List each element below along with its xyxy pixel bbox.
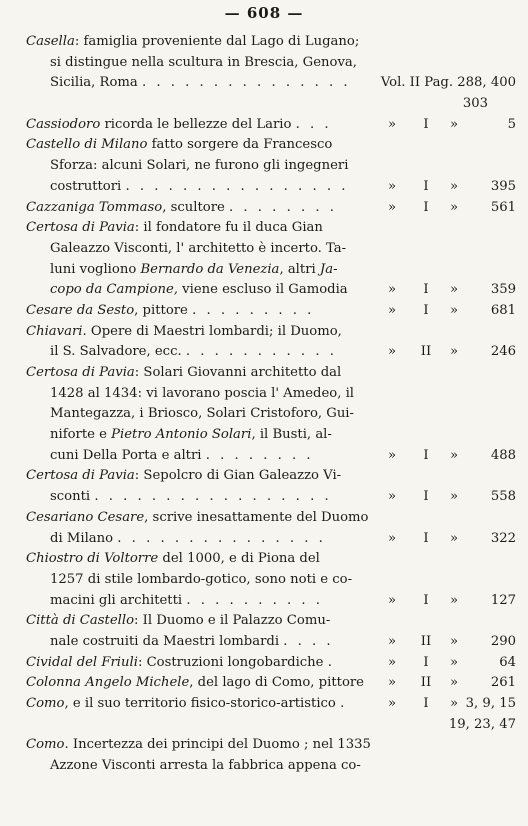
page-reference: 3, 9, 15 [465,696,516,711]
entry-line [26,694,516,715]
entry-italic-text: Cassiodoro [26,116,101,132]
ditto-mark: » [387,489,397,505]
entry-italic-text: Casella [26,34,75,49]
volume-page-reference [382,115,516,136]
entry-line [26,735,516,756]
entry-line [26,611,516,632]
entry-text: : Solari Giovanni architetto dal [134,365,342,380]
entry-line [26,673,516,694]
index-entry [26,694,516,735]
entry-italic-text: Certosa di Pavia [26,220,135,236]
index-entry [26,301,516,322]
volume-page-reference [382,591,516,612]
volume-page-reference [382,177,516,198]
leader-dots: . . . [295,116,332,132]
entry-line [26,446,516,467]
entry-text: , scrive inesattamente del Duomo [144,509,369,525]
entry-text: : Sepolcro di Gian Galeazzo Vi- [134,468,342,484]
volume-number: II [420,675,432,691]
entry-italic-text: Como [26,737,65,753]
entry-text: Galeazzo Visconti, l' architetto è incerto. Ta- [50,240,347,256]
volume-number: I [423,654,429,670]
ditto-mark: » [387,592,397,608]
ditto-mark: » [387,344,397,360]
entry-line [26,529,516,550]
index-entry [26,466,516,507]
entry-line [26,156,516,177]
entry-line [26,591,516,612]
page-reference: 290 [490,633,516,649]
entry-text: viene escluso il Gamodia [177,282,348,298]
entry-italic-text: copo da Campione, [50,282,178,298]
entry-text: , del lago di Como, pittore [189,675,364,691]
index-entry [26,32,516,115]
entry-italic-text: Città di Castello [26,613,135,629]
index-entry [26,508,516,549]
entry-line [26,73,516,94]
entry-line [26,653,516,674]
page-reference: 19, 23, 47 [448,716,516,732]
volume-page-reference [382,653,516,674]
ditto-mark: » [449,654,459,670]
ditto-mark: » [449,592,459,608]
entry-text: 1428 al 1434: vi lavorano poscia l' Amedeo, il [50,385,355,401]
ditto-mark: » [449,199,459,215]
leader-dots: . . . . [283,633,334,649]
volume-number: I [423,178,429,194]
entry-italic-text: Cazzaniga Tommaso [26,199,163,215]
entry-line [26,218,516,239]
entry-line [26,487,516,508]
entry-line [26,32,516,53]
volume-number: I [423,116,429,132]
entry-text: : famiglia proveniente dal Lago di Lugano; [74,34,360,49]
index-entry [26,135,516,197]
ditto-mark: » [387,633,397,649]
entry-text: Azzone Visconti arresta la fabbrica appena co- [50,758,361,774]
entry-line [26,508,516,529]
entry-text: : il fondatore fu il duca Gian [134,220,323,236]
ditto-mark: » [449,489,459,505]
page-reference: 558 [490,489,516,505]
entry-line [26,466,516,487]
volume-number: I [423,592,429,608]
ditto-mark: » [387,696,397,711]
volume-number: I [423,447,429,463]
entry-italic-text: Pietro Antonio Solari [111,427,252,443]
leader-dots: . . . . . . . . [205,447,314,463]
entry-italic-text: Bernardo da Venezia [140,261,280,277]
entry-italic-text: Colonna Angelo Michele [26,675,190,691]
entry-italic-text: Certosa di Pavia [26,468,135,484]
ditto-mark: » [449,675,459,691]
page-reference: 261 [490,675,516,691]
entry-text: luni vogliono [50,261,141,277]
page-reference: 488 [490,447,516,463]
ditto-mark: » [449,447,459,463]
page-reference: 322 [490,530,516,546]
entry-italic-text: Cividal del Friuli [26,654,138,670]
leader-dots: . . . . . . . . . . [186,592,323,608]
entry-text: , altri [279,261,320,277]
volume-number: I [423,302,429,318]
leader-dots: . . . . . . . . [229,199,337,215]
entry-line [26,756,516,777]
entry-line [26,115,516,136]
entry-text: cuni Della Porta e altri [50,447,202,463]
volume-number: I [423,282,429,298]
index-entry [26,198,516,219]
ditto-mark: » [387,675,397,691]
entry-text: nale costruiti da Maestri lombardi [50,633,280,649]
entry-text: di Milano [50,530,114,546]
index-entry [26,363,516,466]
volume-number: I [423,696,429,711]
ditto-mark: » [449,282,459,298]
leader-dots: . [340,696,348,711]
entry-line [26,425,516,446]
entry-italic-text: Cesariano Cesare [26,509,145,525]
volume-page-reference [382,342,516,363]
volume-page-reference [382,280,516,301]
entry-text: Sicilia, Roma [50,75,138,91]
entry-text: si distingue nella scultura in Brescia, Genova, [50,54,357,70]
entry-text: del 1000, e di Piona del [158,551,320,567]
entry-text: il S. Salvadore, ecc. [50,344,182,360]
leader-dots: . . . . . . . . . . . . . . . . . [94,489,332,505]
volume-page-reference [382,446,516,467]
continued-page-reference [26,715,516,736]
entry-line [26,177,516,198]
ditto-mark: » [387,447,397,463]
entry-text: , pittore [134,302,188,318]
index-entry [26,735,516,776]
entry-line [26,301,516,322]
index-entry [26,673,516,694]
volume-number: I [423,489,429,505]
leader-dots: . . . . . . . . . . . . . . . [117,530,326,546]
entry-text: : Costruzioni longobardiche [137,654,324,670]
ditto-mark: » [387,302,397,318]
ditto-mark: » [449,344,459,360]
volume-page-reference [382,632,516,653]
volume-page-reference [382,487,516,508]
volume-page-reference [382,673,516,694]
entry-line [26,198,516,219]
ditto-mark: » [387,282,397,298]
ditto-mark: » [449,302,459,318]
entry-line [26,53,516,74]
ditto-mark: » [387,199,397,215]
page-reference: 681 [490,302,516,318]
page-reference: 359 [490,282,516,298]
entry-text: , e il suo territorio fisico-storico-artistico [64,696,336,711]
entry-text: Mantegazza, i Briosco, Solari Cristoforo, Gui- [50,406,354,422]
volume-number: I [423,530,429,546]
entry-text: costruttori [50,178,122,194]
entry-italic-text: Cesare da Sesto [26,302,135,318]
entry-line [26,342,516,363]
entry-line [26,239,516,260]
entry-text: macini gli architetti [50,592,183,608]
leader-dots: . . . . . . . . . . . . . . . . [125,178,349,194]
entry-text: . Incertezza dei principi del Duomo ; nel 1335 [64,737,371,753]
entry-text: fatto sorgere da Francesco [147,137,333,153]
ditto-mark: » [449,178,459,194]
ditto-mark: » [387,530,397,546]
index-entry [26,322,516,363]
leader-dots: . . . . . . . . . . . [185,344,337,360]
entry-line [26,549,516,570]
index-entry [26,653,516,674]
entry-text: , il Busti, al- [251,427,332,443]
entry-italic-text: Chiostro di Voltorre [26,551,159,567]
ditto-mark: » [387,178,397,194]
volume-number: II [420,633,432,649]
entry-line [26,570,516,591]
ditto-mark: » [449,116,459,132]
volume-page-reference: Vol. II Pag. 288, 400 [380,75,516,91]
ditto-mark: » [387,116,397,132]
page-reference: 561 [490,199,516,215]
entry-text: sconti [50,489,91,505]
entry-line [26,404,516,425]
volume-page-reference [382,694,516,715]
index-entries [26,32,516,777]
entry-italic-text: Certosa di Pavia [26,365,135,380]
entry-line [26,135,516,156]
entry-text: , scultore [162,199,225,215]
leader-dots: . . . . . . . . . . . . . . . [141,75,351,91]
ditto-mark: » [449,530,459,546]
continued-page-reference [26,94,516,115]
entry-line [26,260,516,281]
entry-italic-text: Chiavari [26,323,83,339]
page-reference: 246 [490,344,516,360]
ditto-mark: » [387,654,397,670]
ditto-mark: » [449,696,459,711]
entry-text: 1257 di stile lombardo-gotico, sono noti e co- [50,571,353,587]
page-number: — 608 — [224,4,304,22]
entry-italic-text: Ja- [319,261,338,277]
volume-page-reference [382,529,516,550]
volume-number: II [420,344,432,360]
volume-page-reference [382,198,516,219]
entry-line [26,632,516,653]
entry-line [26,322,516,343]
leader-dots: . . . . . . . . . [192,302,315,318]
entry-line [26,384,516,405]
index-entry [26,218,516,301]
entry-text: . Opere di Maestri lombardi; il Duomo, [82,323,342,339]
entry-text: : Il Duomo e il Palazzo Comu- [134,613,331,629]
page-reference: 5 [507,116,516,132]
entry-text: ricorda le bellezze del Lario [100,116,292,132]
index-entry [26,549,516,611]
entry-italic-text: Castello di Milano [26,137,148,153]
volume-page-reference [382,301,516,322]
index-entry [26,611,516,652]
ditto-mark: » [449,633,459,649]
page-reference: 64 [499,654,516,670]
entry-text: Sforza: alcuni Solari, ne furono gli ingegneri [50,158,349,174]
index-entry [26,115,516,136]
volume-number: I [423,199,429,215]
entry-italic-text: Como [26,696,65,711]
page-reference: 303 [462,96,488,112]
leader-dots: . [327,654,335,670]
page-reference: 127 [490,592,516,608]
page-reference: 395 [490,178,516,194]
entry-text: niforte e [50,427,112,443]
entry-line [26,280,516,301]
entry-line [26,363,516,384]
